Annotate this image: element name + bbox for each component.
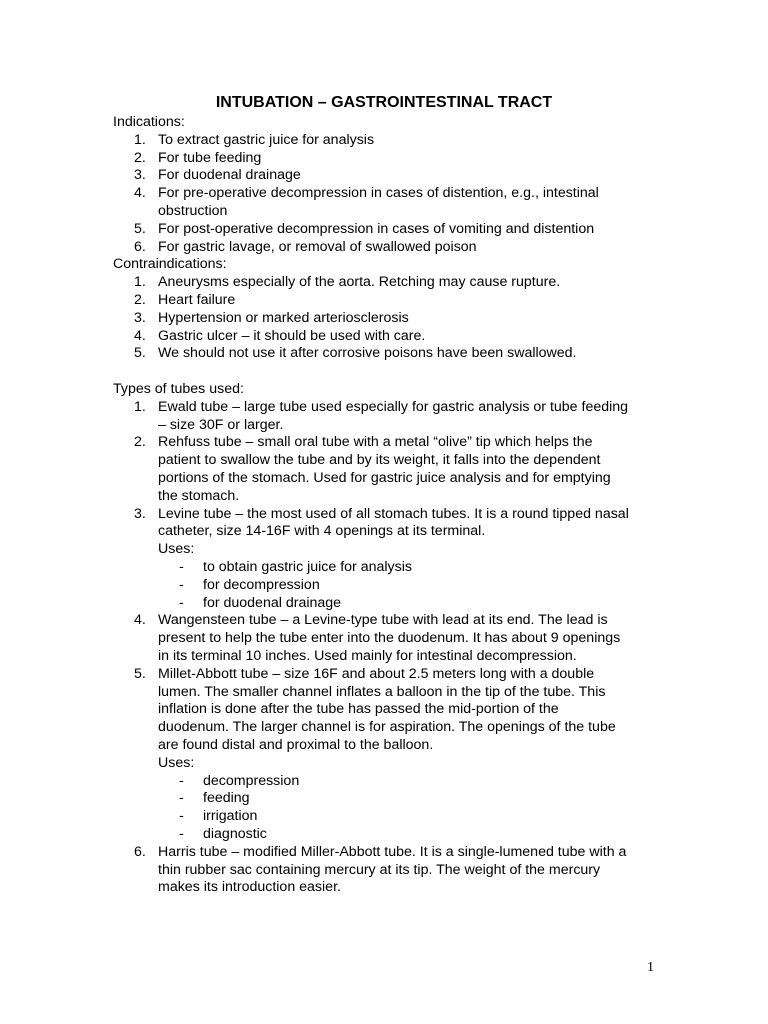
list-item: 4. Wangensteen tube – a Levine-type tube with lead at its end. The lead is present to help the tube enter into the duodenum. It has about 9 openings in its terminal 10 inches. Used mainly for intestinal decompression. <box>134 612 621 664</box>
contraindications-heading: Contraindications: <box>113 256 227 273</box>
uses-item: - diagnostic <box>179 825 267 842</box>
list-item: 1. To extract gastric juice for analysis <box>134 131 375 148</box>
list-item: 2. Heart failure <box>134 291 236 308</box>
list-item: 5. We should not use it after corrosive poisons have been swallowed. <box>134 345 577 362</box>
indications-section <box>113 114 673 363</box>
list-item: 3. Levine tube – the most used of all stomach tubes. It is a round tipped nasal catheter, size 14-16F with 4 openings at its terminal. Uses: - to obtain gastric juice for analysis - for decompression - for duodenal drainage <box>113 506 633 613</box>
list-item: 1. Aneurysms especially of the aorta. Retching may cause rupture. <box>134 274 561 291</box>
uses-item: - decompression <box>179 772 300 789</box>
list-item: 3. Hypertension or marked arteriosclerosis <box>134 309 409 326</box>
uses-item: - feeding <box>179 790 250 807</box>
indications-list <box>113 132 673 257</box>
list-item: 1. Ewald tube – large tube used especially for gastric analysis or tube feeding – size 30F or larger. <box>134 398 629 433</box>
list-item: 2. For tube feeding <box>134 149 262 166</box>
page-title: INTUBATION – GASTROINTESTINAL TRACT <box>215 94 553 111</box>
uses-item: - to obtain gastric juice for analysis <box>179 558 412 575</box>
list-item: 5. Millet-Abbott tube – size 16F and about 2.5 meters long with a double lumen. The smaller channel inflates a balloon in the tip of the tube. This inflation is done after the tube has passed the mid-portion of the duodenum. The larger channel is for aspiration. The openings of the tube are found distal and proximal to the balloon. Uses: - decompression - feeding - irrigation - diagnostic <box>113 666 633 844</box>
list-item: 6. For gastric lavage, or removal of swallowed poison <box>134 238 477 255</box>
list-item: 5. For post-operative decompression in cases of vomiting and distention <box>134 220 595 237</box>
list-item: 4. For pre-operative decompression in cases of distention, e.g., intestinal obstruction <box>134 185 599 219</box>
uses-item: - for decompression <box>179 576 320 593</box>
uses-item: - for duodenal drainage <box>179 594 342 611</box>
list-item: 3. For duodenal drainage <box>134 167 301 184</box>
list-item: 4. Gastric ulcer – it should be used with care. <box>134 327 426 344</box>
uses-item: - irrigation <box>179 808 258 825</box>
tube-types-section <box>113 381 633 897</box>
tube-types-list <box>113 399 633 897</box>
uses-label: Uses: <box>158 754 195 771</box>
list-item: 6. Harris tube – modified Miller-Abbott tube. It is a single-lumened tube with a thin rubber sac containing mercury at its tip. The weight of the mercury makes its introduction easier. <box>134 843 627 896</box>
tube-types-heading: Types of tubes used: <box>113 381 244 397</box>
list-item: 2. Rehfuss tube – small oral tube with a metal “olive” tip which helps the patient to swallow the tube and by its weight, it falls into the dependent portions of the stomach. Used for gastric juice analysis and for emptying the stomach. <box>134 434 611 504</box>
contraindications-list <box>113 274 673 363</box>
uses-label: Uses: <box>158 541 195 558</box>
indications-heading: Indications: <box>113 114 185 130</box>
page-number: 1 <box>647 960 654 975</box>
